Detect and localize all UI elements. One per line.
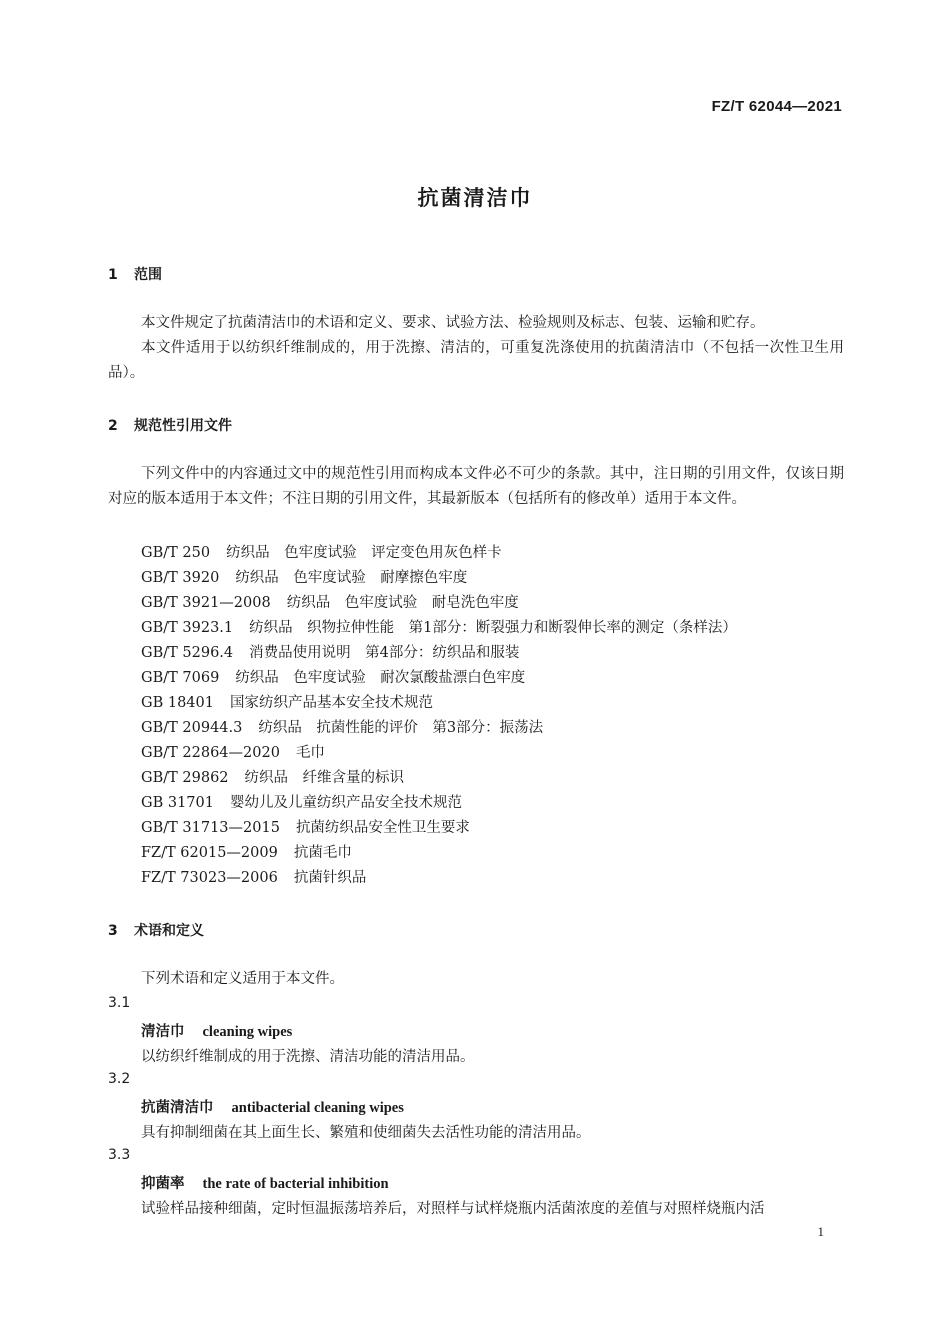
paragraph: 下列术语和定义适用于本文件。	[141, 971, 344, 987]
paragraph: 下列文件中的内容通过文中的规范性引用而构成本文件必不可少的条款。其中，注日期的引用文件，仅该日期对应的版本适用于本文件；不注日期的引用文件，其最新版本（包括所有的修改单）适用于本文件。	[108, 466, 844, 507]
reference-code: GB/T 29862	[141, 770, 229, 786]
term-definition: 以纺织纤维制成的用于洗擦、清洁功能的清洁用品。	[141, 1049, 475, 1065]
reference-item	[141, 641, 519, 662]
reference-item	[141, 691, 433, 712]
term-number: 3.2	[108, 1071, 131, 1087]
reference-code: GB/T 20944.3	[141, 720, 243, 736]
reference-code: GB/T 3923.1	[141, 620, 234, 636]
page-number: 1	[817, 1224, 824, 1239]
section-3-heading	[108, 920, 204, 940]
term-number: 3.1	[108, 995, 131, 1011]
section-number: 1	[108, 267, 118, 283]
standard-code: FZ/T 62044—2021	[711, 98, 842, 115]
term-en: cleaning wipes	[202, 1024, 293, 1040]
reference-code: GB/T 5296.4	[141, 645, 234, 661]
section-title: 规范性引用文件	[134, 418, 232, 434]
reference-title: 婴幼儿及儿童纺织产品安全技术规范	[229, 795, 462, 811]
term-definition: 试验样品接种细菌，定时恒温振荡培养后，对照样与试样烧瓶内活菌浓度的差值与对照样烧瓶内活	[141, 1201, 765, 1217]
reference-item	[141, 716, 543, 737]
reference-title: 纺织品 织物拉伸性能 第1部分：断裂强力和断裂伸长率的测定（条样法）	[249, 620, 737, 636]
reference-code: FZ/T 62015—2009	[141, 845, 278, 861]
section-number: 3	[108, 923, 118, 939]
term-definition: 具有抑制细菌在其上面生长、繁殖和使细菌失去活性功能的清洁用品。	[141, 1125, 591, 1141]
section-title: 范围	[134, 267, 162, 283]
paragraph: 本文件规定了抗菌清洁巾的术语和定义、要求、试验方法、检验规则及标志、包装、运输和贮存。	[141, 315, 765, 331]
reference-code: GB/T 250	[141, 545, 211, 561]
reference-title: 抗菌毛巾	[293, 845, 352, 861]
reference-code: GB 31701	[141, 795, 214, 811]
reference-code: GB/T 7069	[141, 670, 220, 686]
reference-title: 国家纺织产品基本安全技术规范	[229, 695, 433, 711]
reference-item	[141, 541, 502, 562]
reference-item	[141, 616, 737, 637]
reference-title: 纺织品 色牢度试验 耐皂洗色牢度	[286, 595, 519, 611]
reference-item	[141, 566, 467, 587]
section-number: 2	[108, 418, 118, 434]
term-name	[141, 1096, 404, 1117]
term-number: 3.3	[108, 1147, 131, 1163]
reference-item	[141, 866, 366, 887]
reference-title: 纺织品 色牢度试验 耐次氯酸盐漂白色牢度	[235, 670, 526, 686]
section-2-heading	[108, 415, 232, 435]
reference-title: 纺织品 纤维含量的标识	[244, 770, 405, 786]
reference-title: 消费品使用说明 第4部分：纺织品和服装	[249, 645, 520, 661]
section-title: 术语和定义	[134, 923, 204, 939]
document-title: 抗菌清洁巾	[417, 186, 533, 210]
reference-item	[141, 766, 404, 787]
term-name	[141, 1172, 389, 1193]
reference-item	[141, 841, 352, 862]
reference-code: GB/T 31713—2015	[141, 820, 280, 836]
reference-code: FZ/T 73023—2006	[141, 870, 278, 886]
term-zh: 抑菌率	[141, 1176, 185, 1192]
paragraph: 本文件适用于以纺织纤维制成的，用于洗擦、清洁的，可重复洗涤使用的抗菌清洁巾（不包括一次性卫生用品）。	[108, 340, 844, 381]
reference-item	[141, 791, 462, 812]
reference-title: 纺织品 抗菌性能的评价 第3部分：振荡法	[258, 720, 544, 736]
reference-code: GB 18401	[141, 695, 214, 711]
term-name	[141, 1020, 292, 1041]
reference-item	[141, 741, 325, 762]
reference-item	[141, 591, 519, 612]
reference-title: 毛巾	[295, 745, 325, 761]
reference-code: GB/T 3920	[141, 570, 220, 586]
reference-title: 抗菌针织品	[293, 870, 367, 886]
reference-code: GB/T 3921—2008	[141, 595, 271, 611]
reference-item	[141, 666, 525, 687]
term-en: antibacterial cleaning wipes	[231, 1100, 404, 1116]
reference-title: 纺织品 色牢度试验 耐摩擦色牢度	[235, 570, 468, 586]
reference-code: GB/T 22864—2020	[141, 745, 280, 761]
section-1-heading	[108, 264, 162, 284]
term-zh: 清洁巾	[141, 1024, 185, 1040]
term-zh: 抗菌清洁巾	[141, 1100, 214, 1116]
term-en: the rate of bacterial inhibition	[202, 1176, 389, 1192]
reference-title: 纺织品 色牢度试验 评定变色用灰色样卡	[226, 545, 502, 561]
reference-title: 抗菌纺织品安全性卫生要求	[295, 820, 470, 836]
reference-item	[141, 816, 470, 837]
